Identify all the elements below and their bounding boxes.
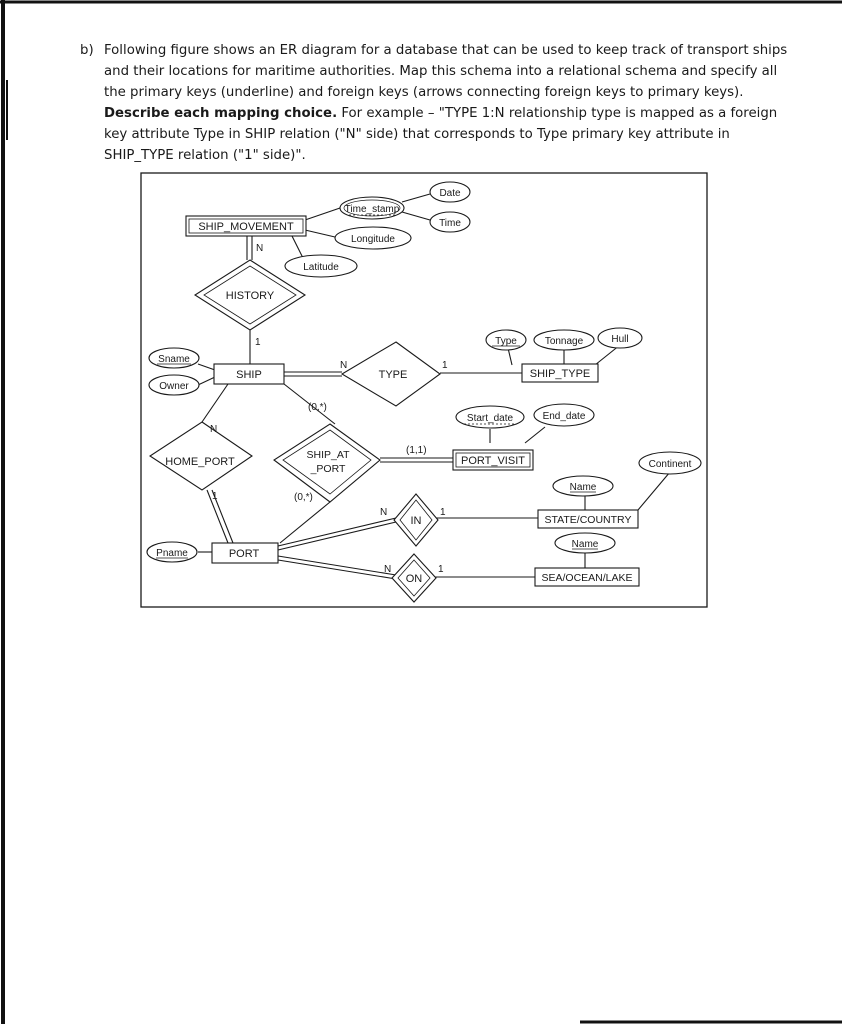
cardinality-home-port-n: N: [210, 424, 218, 435]
scan-edge-bottom: [580, 1016, 842, 1024]
attribute-date-label: Date: [439, 188, 461, 199]
entity-port-label: PORT: [228, 548, 260, 560]
entity-ship-label: SHIP: [236, 369, 262, 381]
attribute-hull: [598, 328, 642, 348]
entity-port-visit: [453, 450, 533, 470]
attribute-tonnage: [534, 330, 594, 350]
cardinality-on-n: N: [384, 564, 392, 575]
question-paragraph-1: Following figure shows an ER diagram for a database that can be used to keep track of transport ships and their locations for maritime authorities. Map this schema into a relational schema and specify all the primary keys (underline) and foreign keys (arrows connecting foreign keys to primary keys).: [104, 43, 788, 100]
cardinality-ship-at-port-visit: (1,1): [406, 445, 427, 456]
cardinality-in-1: 1: [440, 507, 446, 518]
attribute-time-stamp: [340, 197, 404, 219]
attribute-pname: [147, 542, 197, 562]
question-label: b): [80, 43, 94, 58]
attribute-type: [486, 330, 526, 350]
cardinality-ship-at-port-ship: (0,*): [308, 402, 327, 413]
attribute-time-label: Time: [439, 218, 461, 229]
cardinality-type-1: 1: [442, 360, 448, 371]
attribute-end-date-label: End_date: [542, 411, 586, 422]
attribute-sname: [149, 348, 199, 368]
relationship-ship-at-port: [274, 424, 380, 502]
attribute-longitude-label: Longitude: [351, 234, 395, 245]
attribute-continent: [639, 452, 701, 474]
cardinality-in-n: N: [380, 507, 388, 518]
entity-ship: [214, 364, 284, 384]
entity-ship-movement-label: SHIP_MOVEMENT: [198, 221, 294, 233]
relationship-type-label: TYPE: [378, 369, 408, 381]
entity-sea-ocean-lake: [535, 568, 639, 586]
attribute-end-date: [534, 404, 594, 426]
attribute-sea-name: [555, 533, 615, 553]
attribute-sname-label: Sname: [158, 354, 190, 365]
scan-edge-left: [0, 0, 10, 1024]
entity-sea-ocean-lake-label: SEA/OCEAN/LAKE: [541, 572, 633, 584]
attribute-owner-label: Owner: [159, 381, 189, 392]
attribute-hull-label: Hull: [611, 334, 629, 345]
attribute-owner: [149, 375, 199, 395]
question-example: For example – "TYPE 1:N relationship type is mapped as a foreign key attribute Type in SHIP relation ("N" side) that corresponds to Type primary key attribute in SHIP_TYPE relation ("1" side)".: [104, 106, 778, 163]
entity-state-country-label: STATE/COUNTRY: [544, 514, 632, 526]
attribute-latitude: [285, 255, 357, 277]
relationship-in-label: IN: [410, 515, 422, 527]
entity-state-country: [538, 510, 638, 528]
attribute-sea-name-label: Name: [571, 539, 599, 550]
cardinality-home-port-1: 1: [212, 491, 218, 502]
relationship-home-port: [150, 422, 252, 490]
attribute-continent-label: Continent: [648, 459, 692, 470]
scan-edge-top: [0, 0, 842, 8]
entity-ship-type: [522, 364, 598, 382]
relationship-ship-at-port-label-1: SHIP_AT: [306, 449, 350, 461]
relationship-type: [342, 342, 440, 406]
diagram-frame: [141, 173, 707, 607]
entity-port-visit-label: PORT_VISIT: [461, 455, 525, 467]
entity-ship-movement: [186, 216, 306, 236]
question-emphasis: Describe each mapping choice.: [104, 106, 338, 121]
attribute-start-date: [456, 406, 524, 428]
relationship-history-label: HISTORY: [225, 290, 275, 302]
attribute-tonnage-label: Tonnage: [544, 336, 584, 347]
relationship-ship-at-port-label-2: _PORT: [310, 463, 346, 475]
attribute-pname-label: Pname: [156, 548, 188, 559]
attribute-state-name-label: Name: [569, 482, 597, 493]
relationship-on: [392, 554, 436, 602]
attribute-time: [430, 212, 470, 232]
attribute-type-label: Type: [495, 336, 517, 347]
relationship-on-label: ON: [405, 573, 423, 585]
entity-ship-type-label: SHIP_TYPE: [529, 368, 591, 380]
cardinality-history-1: 1: [255, 337, 261, 348]
question-paragraph-2: [80, 103, 800, 166]
relationship-home-port-label: HOME_PORT: [165, 456, 235, 468]
er-diagram: [140, 172, 708, 610]
cardinality-ship-at-port-port: (0,*): [294, 492, 313, 503]
attribute-longitude: [335, 227, 411, 249]
attribute-date: [430, 182, 470, 202]
attribute-latitude-label: Latitude: [303, 262, 339, 273]
cardinality-on-1: 1: [438, 564, 444, 575]
entity-port: [212, 543, 278, 563]
question-text: [80, 40, 800, 166]
cardinality-history-n: N: [256, 243, 264, 254]
attribute-time-stamp-label: Time_stamp: [344, 204, 400, 215]
attribute-start-date-label: Start_date: [466, 413, 514, 424]
relationship-in: [394, 494, 438, 546]
cardinality-type-n: N: [340, 360, 348, 371]
attribute-state-name: [553, 476, 613, 496]
